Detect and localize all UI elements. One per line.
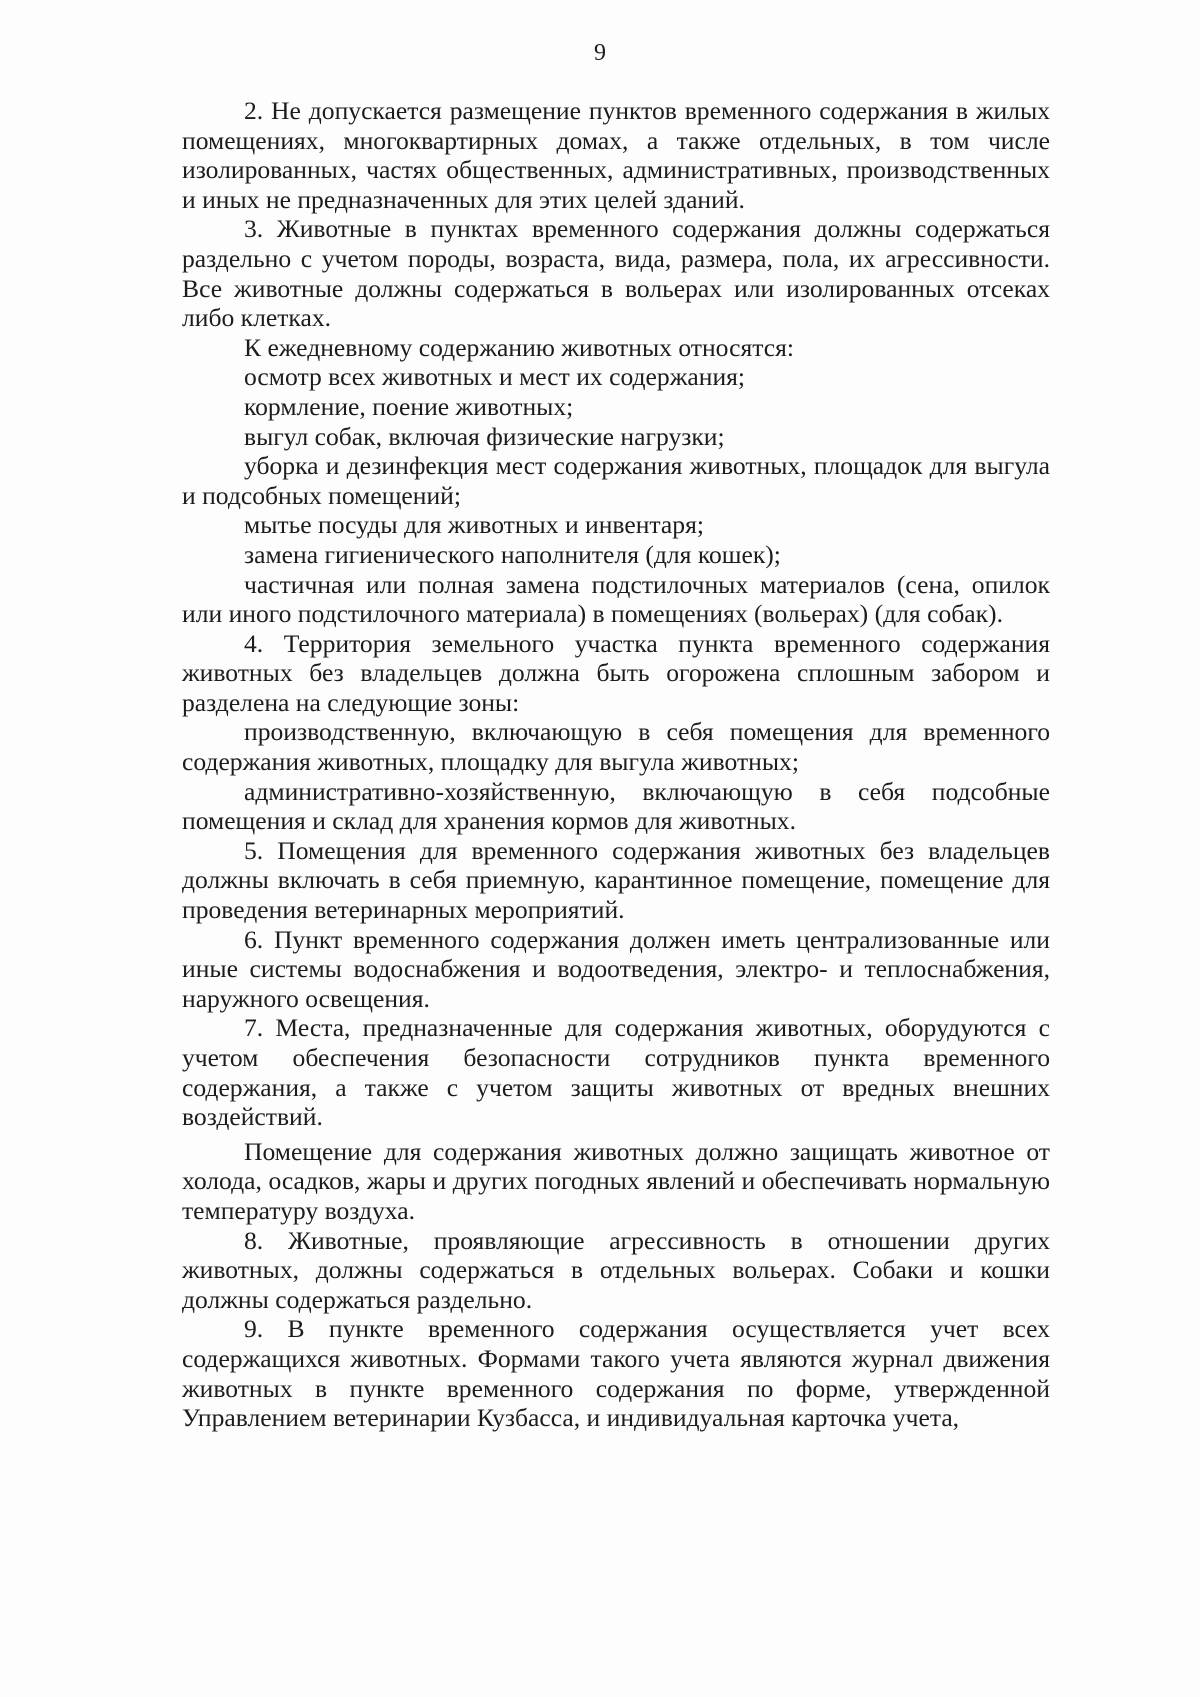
document-body (182, 96, 1050, 1433)
list-item: административно-хозяйственную, включающую в себя подсобные помещения и склад для хранения кормов для животных. (182, 776, 1050, 836)
page-number: 9 (594, 40, 606, 66)
paragraph-8: 8. Животные, проявляющие агрессивность в отношении других животных, должны содержаться в отдельных вольерах. Собаки и кошки должны содержаться раздельно. (182, 1225, 1050, 1314)
paragraph-3: 3. Животные в пунктах временного содержания должны содержаться раздельно с учетом породы, возраста, вида, размера, пола, их агрессивности. Все животные должны содержаться в вольерах или изолированных отсеках либо клетках. (182, 214, 1050, 333)
paragraph-7-continued: Помещение для содержания животных должно защищать животное от холода, осадков, жары и других погодных явлений и обеспечивать нормальную температуру воздуха. (182, 1136, 1050, 1225)
paragraph-6: 6. Пункт временного содержания должен иметь централизованные или иные системы водоснабжения и водоотведения, электро- и теплоснабжения, наружного освещения. (182, 924, 1050, 1013)
list-item: кормление, поение животных; (244, 391, 574, 421)
list-item: частичная или полная замена подстилочных материалов (сена, опилок или иного подстилочного материала) в помещениях (вольерах) (для собак). (182, 569, 1050, 629)
list-item: производственную, включающую в себя помещения для временного содержания животных, площадку для выгула животных; (182, 717, 1050, 777)
daily-care-intro: К ежедневному содержанию животных относятся: (244, 332, 794, 362)
list-item: выгул собак, включая физические нагрузки; (244, 421, 725, 451)
paragraph-5: 5. Помещения для временного содержания животных без владельцев должны включать в себя приемную, карантинное помещение, помещение для проведения ветеринарных мероприятий. (182, 835, 1050, 925)
paragraph-2: 2. Не допускается размещение пунктов временного содержания в жилых помещениях, многоквартирных домах, а также отдельных, в том числе изолированных, частях общественных, административных, производственных и иных не предназначенных для этих целей зданий. (182, 96, 1050, 214)
list-item: мытье посуды для животных и инвентаря; (244, 510, 704, 540)
list-item: замена гигиенического наполнителя (для кошек); (244, 539, 781, 569)
paragraph-9: 9. В пункте временного содержания осуществляется учет всех содержащихся животных. Формами такого учета являются журнал движения животных в пункте временного содержания по форме, утвержденной Управлением ветеринарии Кузбасса, и индивидуальная карточка учета, (182, 1314, 1050, 1433)
paragraph-4: 4. Территория земельного участка пункта временного содержания животных без владельцев должна быть огорожена сплошным забором и разделена на следующие зоны: (182, 628, 1050, 717)
paragraph-7: 7. Места, предназначенные для содержания животных, оборудуются с учетом обеспечения безопасности сотрудников пункта временного содержания, а также с учетом защиты животных от вредных внешних воздействий. (182, 1013, 1050, 1132)
list-item: уборка и дезинфекция мест содержания животных, площадок для выгула и подсобных помещений; (182, 451, 1050, 510)
list-item: осмотр всех животных и мест их содержания; (244, 362, 746, 392)
